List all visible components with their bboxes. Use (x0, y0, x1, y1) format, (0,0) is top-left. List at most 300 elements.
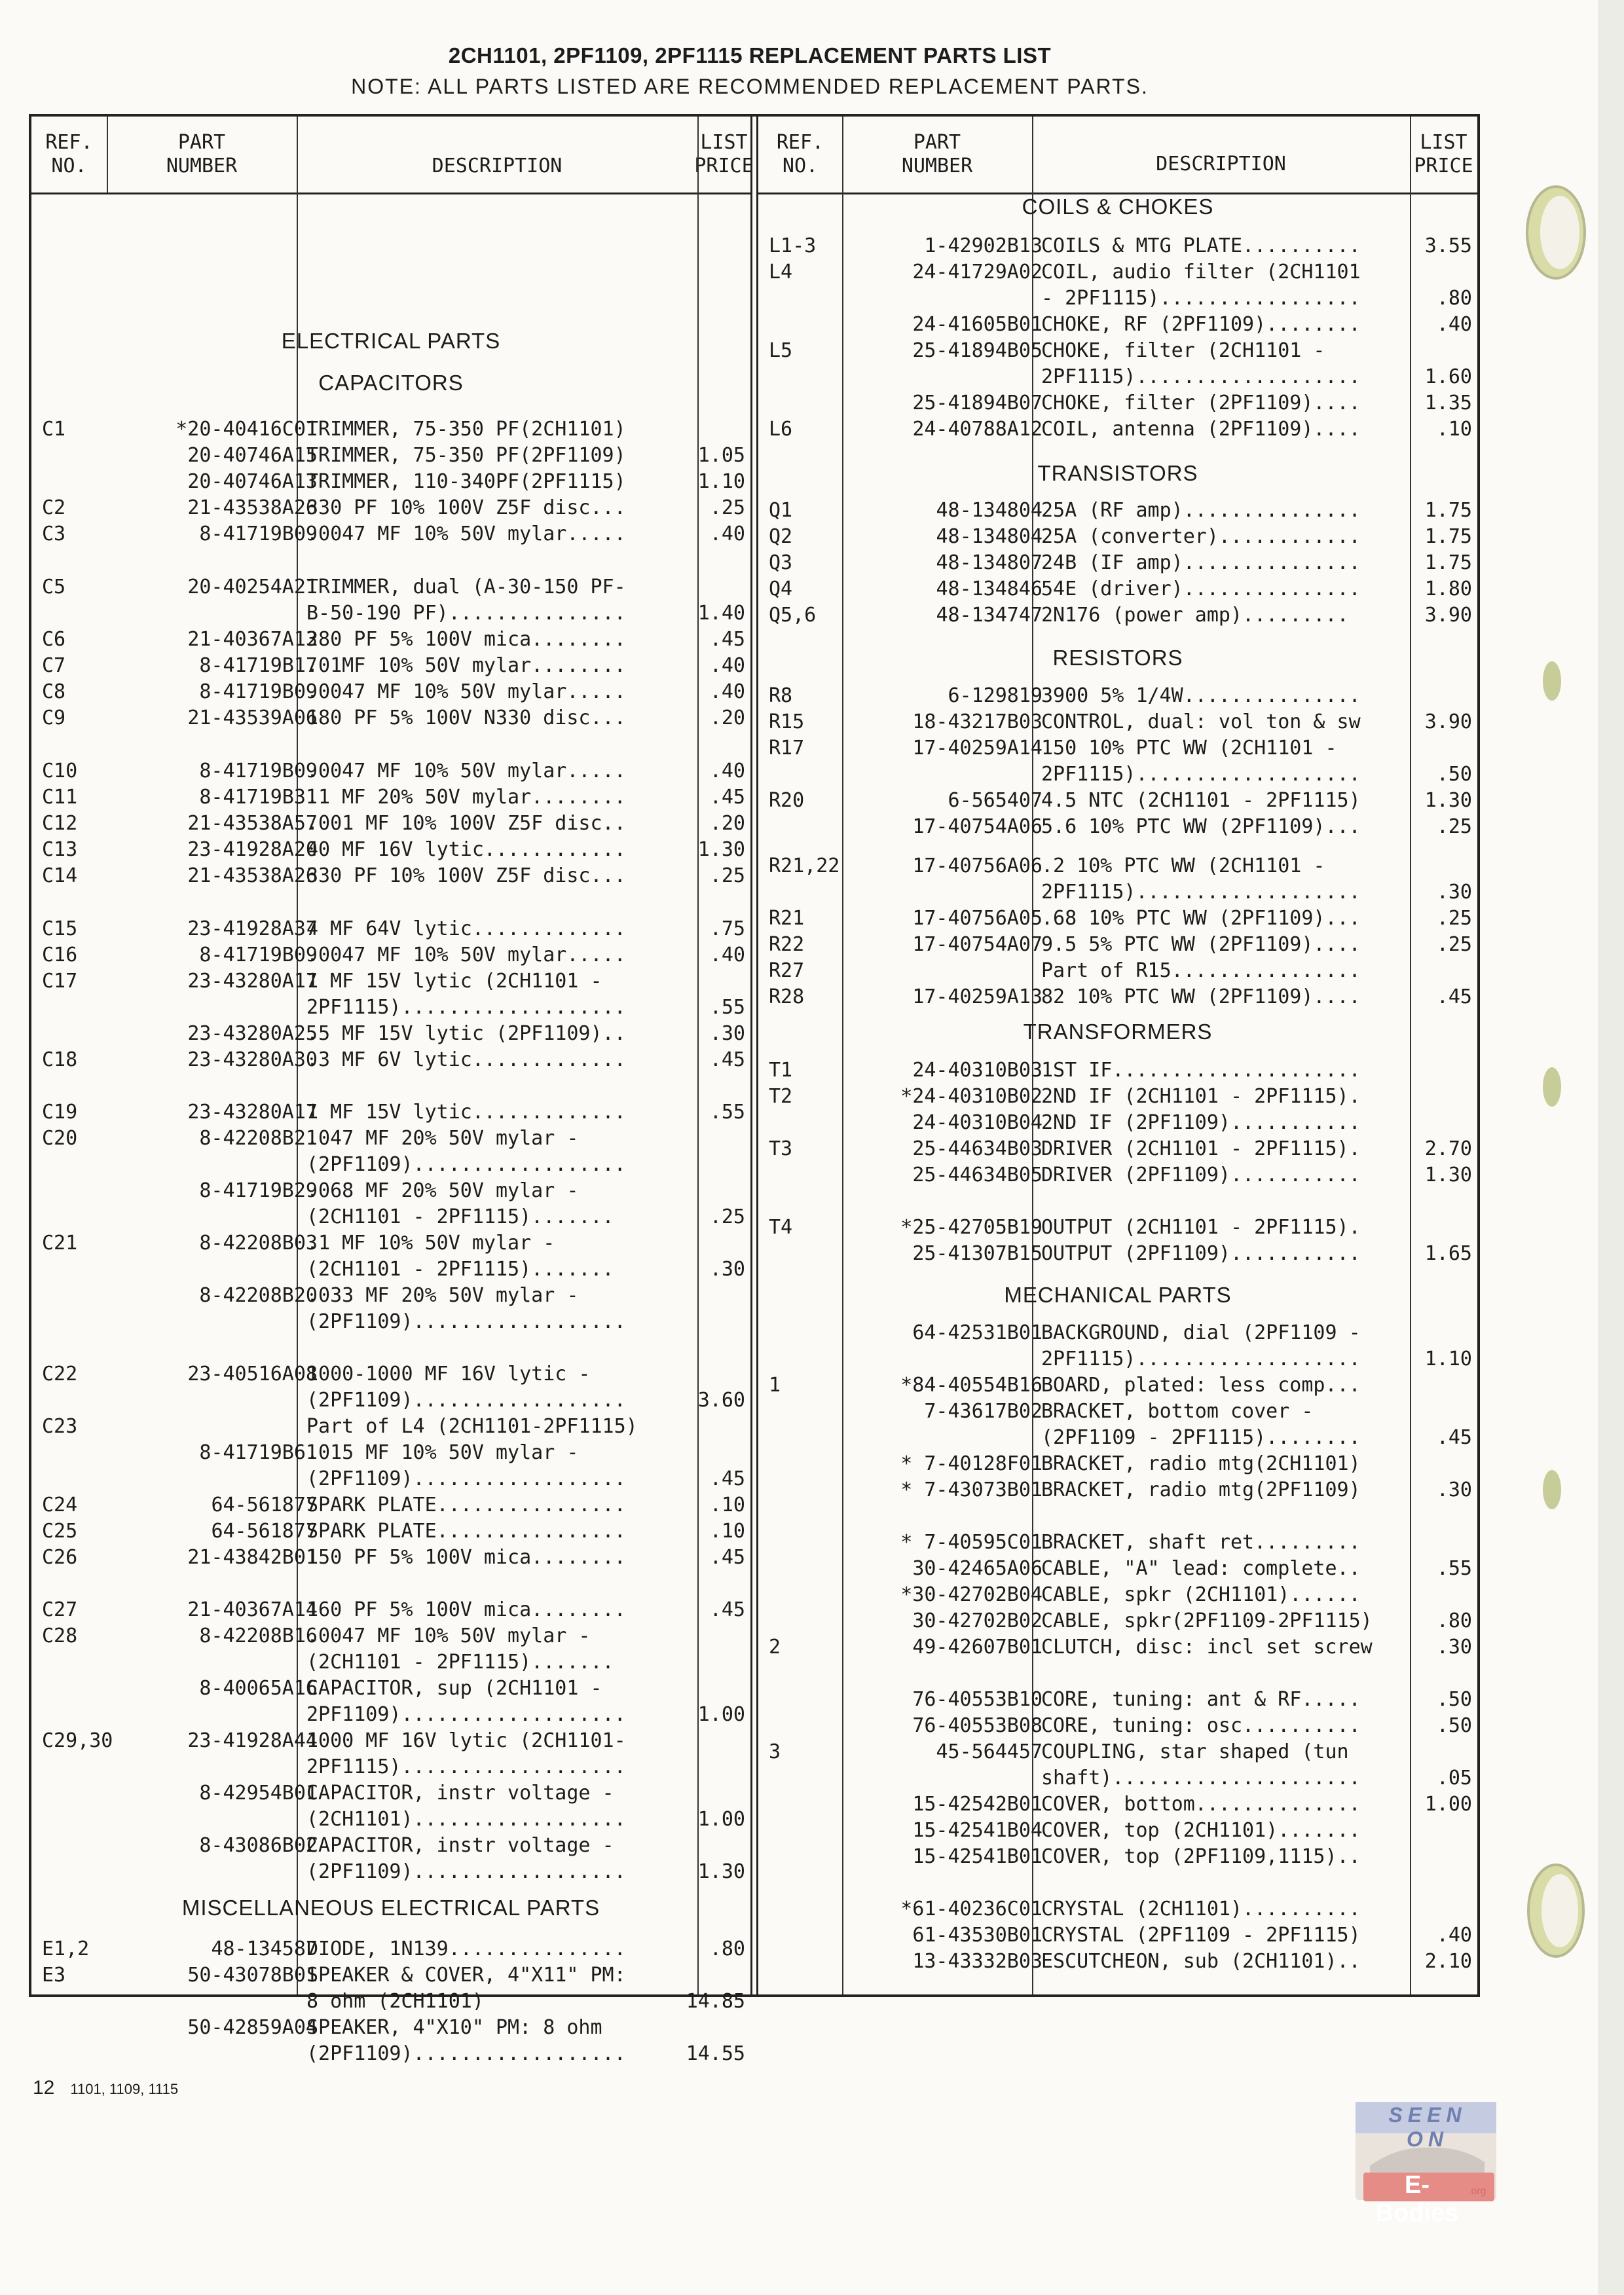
left-part-row (31, 679, 750, 705)
left-part-row (31, 1309, 750, 1335)
description-cell: shaft)..................... (1041, 1767, 1361, 1790)
price-cell: 1.00 (1424, 1793, 1472, 1816)
price-cell: .45 (709, 1598, 745, 1621)
ref-cell: C18 (42, 1048, 78, 1071)
description-cell: BOARD, plated: less comp... (1041, 1374, 1361, 1397)
ref-cell: R8 (769, 684, 793, 707)
section-transformers: TRANSFORMERS (1023, 1019, 1213, 1044)
part-number-cell: 13-43332B03 (912, 1950, 1043, 1973)
description-cell: .68 10% PTC WW (2PF1109)... (1041, 907, 1361, 930)
ref-cell: C8 (42, 680, 66, 703)
ref-cell: 1 (769, 1374, 781, 1397)
right-part-row (758, 1582, 1477, 1608)
ref-cell: L1-3 (769, 234, 817, 257)
desc-header: DESCRIPTION (1156, 153, 1286, 175)
price-cell: 3.55 (1424, 234, 1472, 257)
description-cell: COVER, top (2PF1109,1115).. (1041, 1845, 1361, 1868)
ref-cell: C27 (42, 1598, 78, 1621)
left-part-row (31, 1649, 750, 1676)
right-part-row (758, 1057, 1477, 1084)
description-cell: 2PF1115)................... (306, 1755, 626, 1778)
description-cell: 25A (converter)............ (1041, 525, 1361, 548)
description-cell: COVER, bottom.............. (1041, 1793, 1361, 1816)
section-resistors: RESISTORS (1052, 646, 1183, 670)
ref-header: REF. NO. (45, 131, 93, 177)
ref-cell: C9 (42, 707, 66, 729)
part-number-cell: 48-134804 (936, 499, 1043, 522)
price-cell: 14.55 (686, 2042, 745, 2065)
left-part-row (31, 1021, 750, 1047)
ref-cell: C28 (42, 1625, 78, 1647)
description-cell: .0047 MF 10% 50V mylar..... (306, 944, 626, 966)
right-part-row (758, 1320, 1477, 1346)
left-part-row (31, 837, 750, 863)
description-cell: CRYSTAL (2PF1109 - 2PF1115) (1041, 1924, 1361, 1947)
description-cell: 2N176 (power amp)......... (1041, 604, 1349, 627)
left-part-row (31, 942, 750, 968)
part-number-cell: 48-134804 (936, 525, 1043, 548)
description-cell: CAPACITOR, instr voltage - (306, 1834, 614, 1857)
price-cell: 2.70 (1424, 1137, 1472, 1160)
right-part-row (758, 1346, 1477, 1372)
price-cell: .30 (709, 1258, 745, 1281)
left-part-row (31, 1518, 750, 1545)
right-part-row (758, 498, 1477, 524)
left-part-row (31, 1230, 750, 1257)
part-number-cell: * 7-40128F01 (900, 1452, 1043, 1475)
description-cell: .3 MF 6V lytic............. (306, 1048, 626, 1071)
right-part-row (758, 906, 1477, 932)
description-cell: 1 MF 15V lytic (2CH1101 - (306, 970, 602, 993)
part-number-cell: 25-41894B05 (912, 339, 1043, 362)
right-part-row (758, 1949, 1477, 1975)
part-number-cell: 8-42208B20 (199, 1284, 318, 1307)
description-cell: CHOKE, filter (2CH1101 - (1041, 339, 1325, 362)
part-number-cell: 8-42954B01 (199, 1782, 318, 1805)
right-part-row (758, 312, 1477, 338)
price-cell: 1.65 (1424, 1242, 1472, 1265)
price-cell: 1.30 (697, 1860, 745, 1883)
description-cell: 150 PF 5% 100V mica........ (306, 1546, 626, 1569)
description-cell: DRIVER (2CH1101 - 2PF1115). (1041, 1137, 1361, 1160)
section-capacitors: CAPACITORS (318, 371, 464, 395)
ref-cell: C2 (42, 496, 66, 519)
right-part-row (758, 390, 1477, 416)
page-note: NOTE: ALL PARTS LISTED ARE RECOMMENDED REPLACEMENT PARTS. (351, 75, 1149, 98)
part-number-cell: 64-561877 (211, 1494, 318, 1516)
description-cell: OUTPUT (2CH1101 - 2PF1115). (1041, 1216, 1361, 1239)
part-number-cell: 64-42531B01 (912, 1321, 1043, 1344)
price-cell: .25 (1436, 907, 1472, 930)
description-cell: COIL, antenna (2PF1109).... (1041, 418, 1361, 441)
price-cell: 1.75 (1424, 551, 1472, 574)
description-cell: BACKGROUND, dial (2PF1109 - (1041, 1321, 1361, 1344)
ref-cell: T4 (769, 1216, 793, 1239)
part-number-cell: 8-41719B29 (199, 1179, 318, 1202)
price-cell: .45 (709, 786, 745, 809)
ref-cell: R20 (769, 789, 805, 812)
part-number-cell: 25-44634B05 (912, 1164, 1043, 1186)
right-part-row (758, 1687, 1477, 1713)
price-cell: .45 (709, 1048, 745, 1071)
price-cell: .30 (709, 1022, 745, 1045)
part-number-cell: 8-41719B31 (199, 786, 318, 809)
ref-cell: Q4 (769, 578, 793, 600)
page-number: 12 (33, 2077, 55, 2099)
price-cell: .25 (709, 1205, 745, 1228)
part-number-cell: 6-129819 (948, 684, 1043, 707)
price-cell: 1.10 (1424, 1348, 1472, 1370)
description-cell: CORE, tuning: osc.......... (1041, 1714, 1361, 1737)
part-number-cell: 23-43280A17 (187, 970, 318, 993)
part-number-cell: 21-43539A06 (187, 707, 318, 729)
price-cell: .45 (709, 1546, 745, 1569)
right-part-row (758, 1844, 1477, 1870)
price-cell: .30 (1436, 881, 1472, 904)
part-number-cell: *61-40236C01 (900, 1898, 1043, 1920)
ref-cell: T3 (769, 1137, 793, 1160)
part-number-cell: 50-43078B01 (187, 1964, 318, 1987)
part-number-cell: 24-41729A02 (912, 261, 1043, 284)
ref-cell: C6 (42, 628, 66, 651)
price-cell: 14.85 (686, 1990, 745, 2013)
left-part-row (31, 1623, 750, 1649)
description-cell: DRIVER (2PF1109)........... (1041, 1164, 1361, 1186)
price-cell: .45 (1436, 1426, 1472, 1449)
ref-cell: R15 (769, 710, 805, 733)
left-part-row (31, 1047, 750, 1073)
description-cell: (2PF1109).................. (306, 2042, 626, 2065)
price-cell: .10 (709, 1494, 745, 1516)
part-number-cell: 25-44634B03 (912, 1137, 1043, 1160)
description-cell: 150 10% PTC WW (2CH1101 - (1041, 737, 1337, 760)
section-transistors: TRANSISTORS (1037, 461, 1198, 485)
description-cell: COILS & MTG PLATE.......... (1041, 234, 1361, 257)
right-part-row (758, 1739, 1477, 1765)
left-part-row (31, 995, 750, 1021)
part-number-cell: 49-42607B01 (912, 1636, 1043, 1659)
ref-cell: C26 (42, 1546, 78, 1569)
left-part-row (31, 2015, 750, 2041)
part-number-cell: 23-41928A44 (187, 1729, 318, 1752)
left-part-row (31, 653, 750, 679)
part-number-cell: 20-40746A13 (187, 470, 318, 493)
price-cell: .40 (709, 654, 745, 677)
ref-cell: C21 (42, 1232, 78, 1255)
description-cell: CORE, tuning: ant & RF..... (1041, 1688, 1361, 1711)
description-cell: CONTROL, dual: vol ton & sw (1041, 710, 1361, 733)
price-cell: .40 (709, 760, 745, 782)
description-cell: (2CH1101 - 2PF1115)....... (306, 1651, 614, 1674)
part-header: PART NUMBER (901, 131, 973, 177)
part-number-cell: 30-42702B02 (912, 1609, 1043, 1632)
part-number-cell: 24-40310B03 (912, 1059, 1043, 1082)
right-part-row (758, 853, 1477, 879)
part-number-cell: 23-43280A17 (187, 1101, 318, 1124)
right-part-row (758, 338, 1477, 364)
description-cell: OUTPUT (2PF1109)........... (1041, 1242, 1361, 1265)
price-cell: 1.35 (1424, 392, 1472, 414)
section-mechanical-parts: MECHANICAL PARTS (1004, 1283, 1232, 1307)
right-part-row (758, 1818, 1477, 1844)
right-part-row (758, 1791, 1477, 1818)
left-part-row (31, 863, 750, 889)
description-cell: TRIMMER, 110-340PF(2PF1115) (306, 470, 626, 493)
right-body (758, 194, 1477, 1994)
right-part-row (758, 416, 1477, 443)
binder-hole-icon (1543, 1067, 1561, 1107)
price-cell: .20 (709, 812, 745, 835)
binder-hole-icon (1543, 661, 1561, 701)
ref-cell: C5 (42, 576, 66, 598)
description-cell: SPARK PLATE................ (306, 1494, 626, 1516)
ref-cell: C7 (42, 654, 66, 677)
right-part-row (758, 1136, 1477, 1162)
part-number-cell: 17-40259A14 (912, 737, 1043, 760)
part-number-cell: 50-42859A04 (187, 2016, 318, 2039)
right-part-row (758, 285, 1477, 312)
part-number-cell: 8-42208B21 (199, 1127, 318, 1150)
description-cell: B-50-190 PF)............... (306, 602, 626, 625)
left-part-row (31, 574, 750, 600)
description-cell: 25A (RF amp)............... (1041, 499, 1361, 522)
part-number-cell: 8-41719B09 (199, 760, 318, 782)
description-cell: 82 10% PTC WW (2PF1109).... (1041, 985, 1361, 1008)
description-cell: 2PF1115)................... (1041, 365, 1361, 388)
right-part-row (758, 1922, 1477, 1949)
ref-cell: L6 (769, 418, 793, 441)
description-cell: 40 MF 16V lytic............ (306, 838, 626, 861)
part-number-cell: *84-40554B16 (900, 1374, 1043, 1397)
right-part-row (758, 709, 1477, 735)
right-part-row (758, 1241, 1477, 1267)
left-part-row (31, 1257, 750, 1283)
right-part-row (758, 735, 1477, 762)
part-number-cell: * 7-40595C01 (900, 1531, 1043, 1554)
left-part-row (31, 469, 750, 495)
part-header: PART NUMBER (166, 131, 238, 177)
part-number-cell: 7-43617B02 (924, 1400, 1043, 1423)
left-part-row (31, 1387, 750, 1414)
model-list: 1101, 1109, 1115 (70, 2081, 179, 2097)
desc-header: DESCRIPTION (432, 155, 563, 177)
price-cell: 3.90 (1424, 604, 1472, 627)
left-part-row (31, 1204, 750, 1230)
description-cell: (2PF1109).................. (306, 1153, 626, 1176)
description-cell: CHOKE, RF (2PF1109)........ (1041, 313, 1361, 336)
left-part-row (31, 1283, 750, 1309)
part-number-cell: 23-43280A25 (187, 1022, 318, 1045)
logo-line1: SEEN ON (1388, 2103, 1467, 2151)
price-cell: 1.10 (697, 470, 745, 493)
description-cell: 1 MF 15V lytic............. (306, 1101, 626, 1124)
right-part-row (758, 1634, 1477, 1661)
left-part-row (31, 1466, 750, 1492)
part-number-cell: 76-40553B10 (912, 1688, 1043, 1711)
column-divider (750, 117, 758, 1994)
left-part-row (31, 1780, 750, 1807)
left-part-row (31, 1099, 750, 1126)
right-part-row (758, 788, 1477, 814)
part-number-cell: 24-40310B04 (912, 1111, 1043, 1134)
description-cell: .015 MF 10% 50V mylar - (306, 1441, 579, 1464)
description-cell: 54E (driver)............... (1041, 578, 1361, 600)
price-cell: .10 (1436, 418, 1472, 441)
price-cell: .55 (709, 1101, 745, 1124)
price-cell: .55 (709, 996, 745, 1019)
part-number-cell: 8-41719B09 (199, 523, 318, 545)
price-cell: 1.75 (1424, 499, 1472, 522)
parts-table (29, 114, 1480, 2065)
description-cell: .0047 MF 10% 50V mylar..... (306, 523, 626, 545)
part-number-cell: 24-40788A12 (912, 418, 1043, 441)
price-cell: .40 (1436, 313, 1472, 336)
price-cell: .75 (709, 917, 745, 940)
ref-cell: C1 (42, 418, 66, 441)
part-number-cell: 21-43538A57 (187, 812, 318, 835)
description-cell: (2PF1109).................. (306, 1467, 626, 1490)
part-number-cell: 21-43538A26 (187, 496, 318, 519)
right-part-row (758, 958, 1477, 984)
price-cell: .80 (1436, 1609, 1472, 1632)
part-number-cell: 8-40065A16 (199, 1677, 318, 1700)
price-cell: .55 (1436, 1557, 1472, 1580)
price-cell: 1.00 (697, 1808, 745, 1831)
ref-cell: Q1 (769, 499, 793, 522)
ref-cell: R17 (769, 737, 805, 760)
left-part-row (31, 1859, 750, 1885)
part-number-cell: * 7-43073B01 (900, 1478, 1043, 1501)
left-part-row (31, 2041, 750, 2067)
left-part-row (31, 1807, 750, 1833)
right-header (758, 117, 1477, 194)
part-number-cell: 17-40259A13 (912, 985, 1043, 1008)
left-part-row (31, 495, 750, 521)
description-cell: 1000 MF 16V lytic (2CH1101- (306, 1729, 626, 1752)
description-cell: DIODE, 1N139............... (306, 1937, 626, 1960)
right-part-row (758, 1451, 1477, 1477)
description-cell: CABLE, spkr(2PF1109-2PF1115) (1041, 1609, 1373, 1632)
ref-cell: 3 (769, 1740, 781, 1763)
price-cell: .30 (1436, 1478, 1472, 1501)
part-number-cell: 21-40367A13 (187, 628, 318, 651)
section-coils-chokes: COILS & CHOKES (1022, 194, 1214, 219)
right-part-row (758, 1425, 1477, 1451)
description-cell: 2ND IF (2PF1109)........... (1041, 1111, 1361, 1134)
description-cell: COUPLING, star shaped (tun (1041, 1740, 1349, 1763)
logo-line2: E-Bodies (1375, 2171, 1459, 2227)
ref-cell: T1 (769, 1059, 793, 1082)
part-number-cell: 8-41719B17 (199, 654, 318, 677)
ref-cell: C23 (42, 1415, 78, 1438)
price-cell: .45 (709, 628, 745, 651)
part-number-cell: 25-41894B07 (912, 392, 1043, 414)
right-part-row (758, 1372, 1477, 1399)
part-number-cell: 21-43842B01 (187, 1546, 318, 1569)
price-cell: .40 (709, 944, 745, 966)
part-number-cell: 8-42208B03 (199, 1232, 318, 1255)
section-misc-electrical: MISCELLANEOUS ELECTRICAL PARTS (181, 1896, 600, 1920)
description-cell: BRACKET, radio mtg(2CH1101) (1041, 1452, 1361, 1475)
ref-cell: L4 (769, 261, 793, 284)
ref-cell: C16 (42, 944, 78, 966)
description-cell: Part of R15................ (1041, 959, 1361, 982)
description-cell: 2PF1115)................... (306, 996, 626, 1019)
part-number-cell: *20-40416C01 (175, 418, 318, 441)
price-cell: 3.90 (1424, 710, 1472, 733)
ref-cell: R22 (769, 933, 805, 956)
description-cell: 4 MF 64V lytic............. (306, 917, 626, 940)
right-part-row (758, 1608, 1477, 1634)
description-cell: (2PF1109).................. (306, 1310, 626, 1333)
price-cell: 3.60 (697, 1389, 745, 1412)
part-number-cell: 21-43538A26 (187, 864, 318, 887)
description-cell: 4.5 NTC (2CH1101 - 2PF1115) (1041, 789, 1361, 812)
left-column (31, 117, 754, 2065)
ref-cell: L5 (769, 339, 793, 362)
price-cell: .45 (1436, 985, 1472, 1008)
left-part-row (31, 1152, 750, 1178)
ref-cell: Q5,6 (769, 604, 817, 627)
description-cell: 180 PF 5% 100V N330 disc... (306, 707, 626, 729)
right-part-row (758, 259, 1477, 285)
description-cell: BRACKET, bottom cover - (1041, 1400, 1314, 1423)
left-part-row (31, 1178, 750, 1204)
price-cell: .50 (1436, 1714, 1472, 1737)
price-cell: 1.75 (1424, 525, 1472, 548)
left-part-row (31, 1545, 750, 1571)
left-header (31, 117, 754, 194)
description-cell: SPARK PLATE................ (306, 1520, 626, 1543)
part-number-cell: *25-42705B19 (900, 1216, 1043, 1239)
part-number-cell: 1-42902B13 (924, 234, 1043, 257)
description-cell: (2PF1109 - 2PF1115)........ (1041, 1426, 1361, 1449)
right-part-row (758, 1399, 1477, 1425)
description-cell: TRIMMER, dual (A-30-150 PF- (306, 576, 626, 598)
part-number-cell: 48-134747 (936, 604, 1043, 627)
ref-cell: E3 (42, 1964, 66, 1987)
right-part-row (758, 984, 1477, 1010)
ref-cell: Q3 (769, 551, 793, 574)
part-number-cell: 18-43217B03 (912, 710, 1043, 733)
part-number-cell: 30-42465A06 (912, 1557, 1043, 1580)
part-number-cell: 48-134587 (211, 1937, 318, 1960)
price-header: LIST PRICE (694, 131, 754, 177)
description-cell: 24B (IF amp)............... (1041, 551, 1361, 574)
price-cell: .80 (1436, 287, 1472, 310)
part-number-cell: 15-42542B01 (912, 1793, 1043, 1816)
right-part-row (758, 364, 1477, 390)
right-part-row (758, 576, 1477, 602)
description-cell: 1000-1000 MF 16V lytic - (306, 1363, 591, 1386)
description-cell: 8 ohm (2CH1101) (306, 1990, 484, 2013)
right-part-row (758, 1110, 1477, 1136)
right-part-row (758, 1162, 1477, 1188)
page-title: 2CH1101, 2PF1109, 2PF1115 REPLACEMENT PARTS LIST (448, 43, 1052, 67)
price-cell: .50 (1436, 1688, 1472, 1711)
right-column (758, 117, 1477, 1994)
left-part-row (31, 758, 750, 784)
price-cell: .10 (709, 1520, 745, 1543)
right-part-row (758, 1556, 1477, 1582)
description-cell: TRIMMER, 75-350 PF(2PF1109) (306, 444, 626, 467)
price-cell: .30 (1436, 1636, 1472, 1659)
description-cell: 2ND IF (2CH1101 - 2PF1115). (1041, 1085, 1361, 1108)
price-cell: 1.00 (697, 1703, 745, 1726)
price-cell: 1.40 (697, 602, 745, 625)
left-part-row (31, 416, 750, 443)
right-part-row (758, 1896, 1477, 1922)
